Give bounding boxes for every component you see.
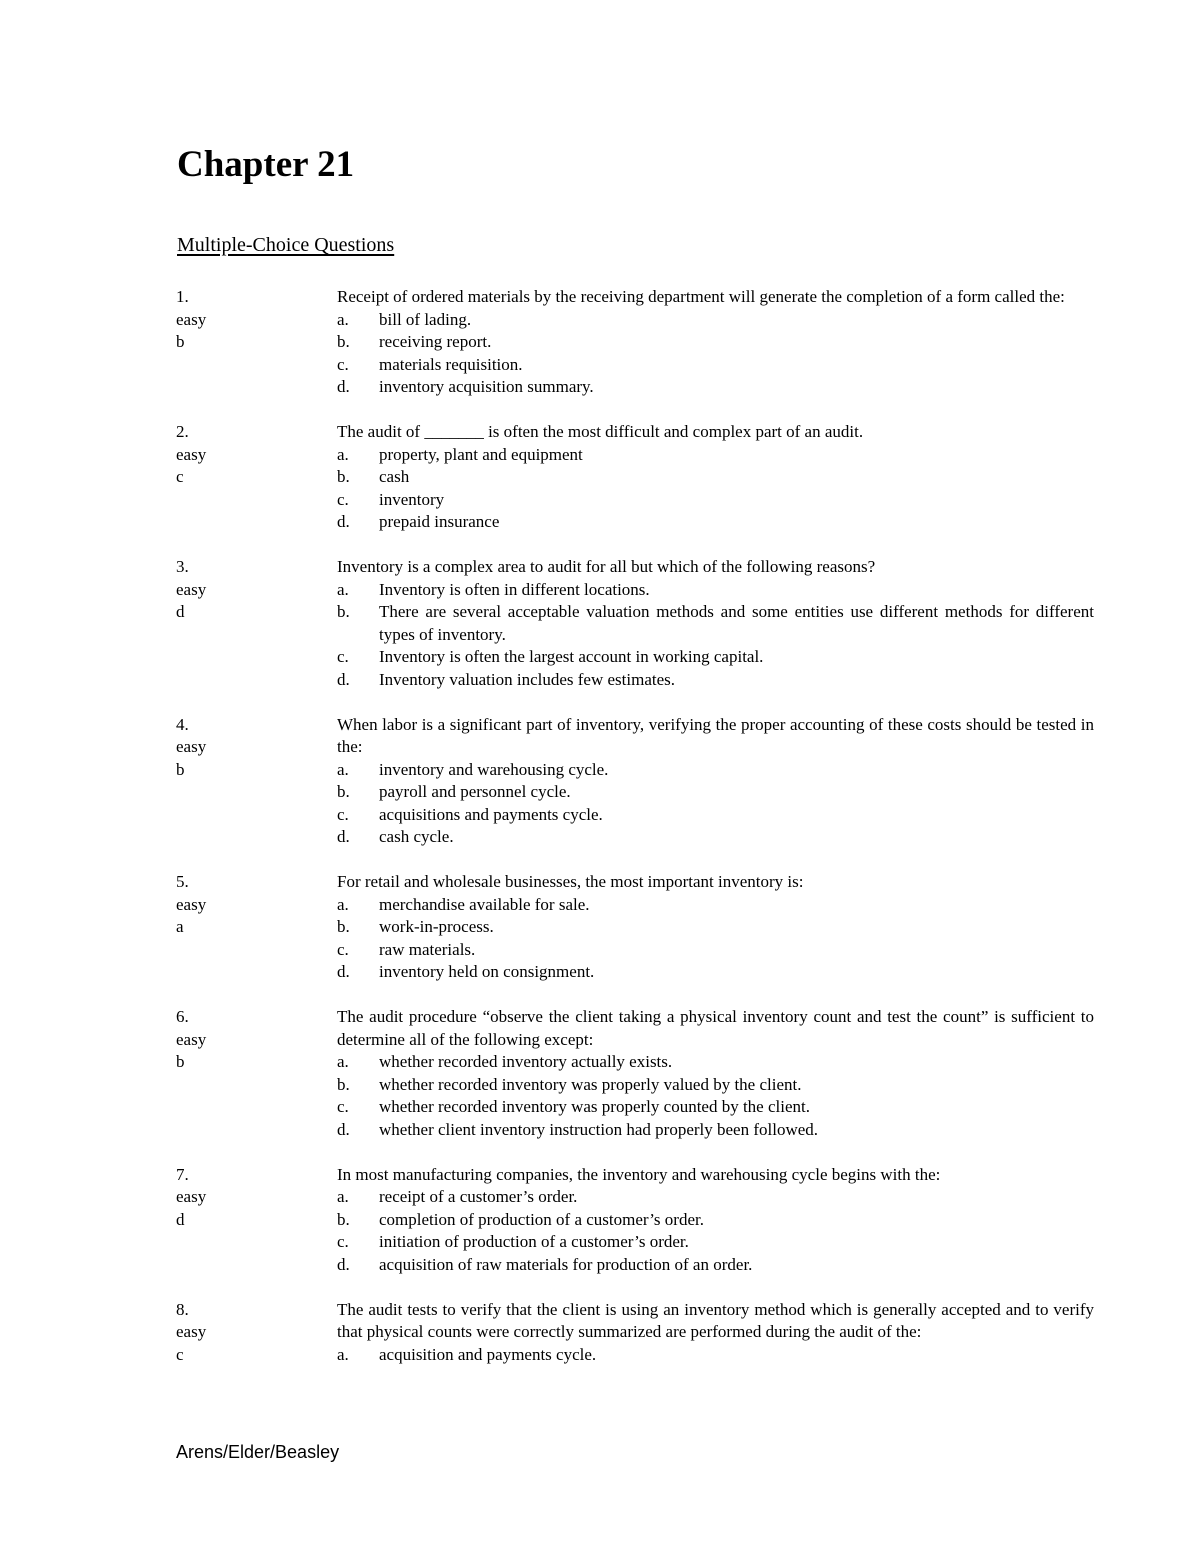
question-stem: The audit of _______ is often the most difficult and complex part of an audit.	[337, 422, 864, 441]
question-item	[0, 1164, 1200, 1277]
choice-letter: d.	[337, 1119, 350, 1139]
question-item	[0, 286, 1200, 399]
question-stem: Receipt of ordered materials by the receiving department will generate the completion of a form called the:	[337, 287, 1065, 306]
page-footer: Arens/Elder/Beasley	[176, 1442, 340, 1462]
choice-text: acquisition of raw materials for production of an order.	[379, 1254, 753, 1274]
question-answer-key: a	[176, 917, 184, 936]
choice-text: receiving report.	[379, 332, 492, 351]
question-number: 1.	[176, 287, 189, 306]
question-meta	[176, 1164, 306, 1232]
question-answer-key: c	[176, 467, 184, 486]
question-meta	[176, 1006, 306, 1074]
choice-text: whether recorded inventory was properly valued by the client.	[379, 1074, 802, 1094]
question-list	[0, 286, 1200, 1389]
choice-letter: d.	[337, 669, 350, 689]
section-heading: Multiple-Choice Questions	[177, 234, 395, 256]
question-stem: When labor is a significant part of inventory, verifying the proper accounting of these costs should be tested in the:	[337, 714, 1094, 756]
choice-letter: a.	[337, 1344, 349, 1364]
choice-letter: a.	[337, 759, 349, 779]
choice-text: raw materials.	[379, 939, 476, 959]
choice-text: receipt of a customer’s order.	[379, 1187, 578, 1206]
answer-choice	[337, 1074, 1094, 1097]
answer-choice	[337, 376, 1094, 399]
answer-choice	[337, 781, 1094, 804]
choice-letter: d.	[337, 512, 350, 531]
question-difficulty: easy	[176, 1322, 207, 1341]
choice-text: cash	[379, 467, 410, 486]
choice-text: work-in-process.	[379, 917, 494, 936]
choice-letter: c.	[337, 1232, 349, 1251]
choice-letter: d.	[337, 827, 350, 846]
question-meta	[176, 1299, 306, 1367]
question-number: 3.	[176, 557, 189, 576]
choice-letter: a.	[337, 444, 349, 464]
answer-choice	[337, 894, 1094, 917]
choice-letter: a.	[337, 309, 349, 329]
question-body	[337, 1299, 1094, 1367]
question-body	[337, 1006, 1094, 1141]
answer-choice	[337, 511, 1094, 534]
answer-choice	[337, 1096, 1094, 1119]
question-number: 5.	[176, 872, 189, 891]
answer-choice	[337, 579, 1094, 602]
answer-choice	[337, 1254, 1094, 1277]
answer-choice	[337, 1231, 1094, 1254]
question-body	[337, 871, 1094, 984]
choice-text: inventory and warehousing cycle.	[379, 759, 609, 779]
answer-choice	[337, 1186, 1094, 1209]
question-answer-key: d	[176, 602, 185, 621]
question-number: 8.	[176, 1299, 189, 1319]
choice-letter: a.	[337, 579, 349, 599]
choice-text: materials requisition.	[379, 354, 523, 374]
answer-choice	[337, 961, 1094, 984]
question-stem: The audit tests to verify that the client is using an inventory method which is generally accepted and to verify that physical counts were correctly summarized are performed during the audit of the:	[337, 1299, 1094, 1341]
choice-text: property, plant and equipment	[379, 444, 583, 464]
choice-letter: b.	[337, 917, 350, 936]
question-body	[337, 421, 1094, 534]
choice-text: There are several acceptable valuation methods and some entities use different methods for different types of inventory.	[379, 602, 1094, 644]
question-item	[0, 1299, 1200, 1367]
answer-choice	[337, 939, 1094, 962]
question-meta	[176, 286, 306, 354]
answer-choice	[337, 601, 1094, 646]
question-answer-key: b	[176, 1052, 185, 1071]
choice-letter: b.	[337, 1209, 350, 1229]
answer-choice	[337, 354, 1094, 377]
question-difficulty: easy	[176, 894, 207, 914]
choice-letter: a.	[337, 1187, 349, 1206]
answer-choice	[337, 1344, 1094, 1367]
answer-choice	[337, 466, 1094, 489]
answer-choice	[337, 1051, 1094, 1074]
choice-letter: a.	[337, 894, 349, 914]
question-answer-key: c	[176, 1344, 184, 1364]
question-stem: Inventory is a complex area to audit for all but which of the following reasons?	[337, 557, 876, 576]
choice-text: cash cycle.	[379, 827, 454, 846]
choice-letter: d.	[337, 377, 350, 396]
question-number: 2.	[176, 422, 189, 441]
answer-choice	[337, 1209, 1094, 1232]
choice-text: whether client inventory instruction had properly been followed.	[379, 1119, 819, 1139]
answer-choice	[337, 916, 1094, 939]
choice-text: completion of production of a customer’s order.	[379, 1209, 704, 1229]
choice-text: merchandise available for sale.	[379, 894, 590, 914]
answer-choice	[337, 489, 1094, 512]
answer-choice	[337, 804, 1094, 827]
choice-text: inventory acquisition summary.	[379, 377, 594, 396]
choice-letter: c.	[337, 489, 349, 509]
question-number: 7.	[176, 1164, 189, 1184]
question-answer-key: b	[176, 759, 185, 779]
answer-choice	[337, 669, 1094, 692]
question-body	[337, 556, 1094, 691]
choice-text: acquisitions and payments cycle.	[379, 804, 603, 824]
choice-letter: d.	[337, 962, 350, 981]
question-item	[0, 556, 1200, 691]
choice-letter: d.	[337, 1254, 350, 1274]
answer-choice	[337, 331, 1094, 354]
question-difficulty: easy	[176, 579, 207, 599]
question-difficulty: easy	[176, 1029, 207, 1049]
question-stem: The audit procedure “observe the client taking a physical inventory count and test the count” is sufficient to determine all of the following except:	[337, 1007, 1094, 1049]
choice-text: Inventory is often in different locations.	[379, 579, 650, 599]
choice-text: inventory	[379, 489, 445, 509]
answer-choice	[337, 444, 1094, 467]
question-meta	[176, 871, 306, 939]
answer-choice	[337, 826, 1094, 849]
choice-letter: c.	[337, 939, 349, 959]
choice-text: payroll and personnel cycle.	[379, 782, 571, 801]
answer-choice	[337, 309, 1094, 332]
choice-letter: b.	[337, 782, 350, 801]
answer-choice	[337, 759, 1094, 782]
question-stem: In most manufacturing companies, the inventory and warehousing cycle begins with the:	[337, 1164, 941, 1184]
choice-letter: b.	[337, 467, 350, 486]
choice-text: bill of lading.	[379, 309, 472, 329]
question-answer-key: b	[176, 332, 185, 351]
question-answer-key: d	[176, 1209, 185, 1229]
choice-text: Inventory is often the largest account in working capital.	[379, 647, 764, 666]
choice-text: Inventory valuation includes few estimates.	[379, 669, 675, 689]
choice-letter: c.	[337, 1097, 349, 1116]
question-body	[337, 714, 1094, 849]
answer-choice	[337, 646, 1094, 669]
choice-letter: a.	[337, 1052, 349, 1071]
choice-text: inventory held on consignment.	[379, 962, 595, 981]
question-difficulty: easy	[176, 737, 207, 756]
choice-text: whether recorded inventory was properly counted by the client.	[379, 1097, 810, 1116]
question-difficulty: easy	[176, 309, 207, 329]
choice-letter: b.	[337, 332, 350, 351]
question-item	[0, 1006, 1200, 1141]
question-item	[0, 871, 1200, 984]
answer-choice	[337, 1119, 1094, 1142]
question-number: 4.	[176, 714, 189, 734]
choice-text: initiation of production of a customer’s order.	[379, 1232, 689, 1251]
choice-text: acquisition and payments cycle.	[379, 1344, 597, 1364]
choice-letter: c.	[337, 804, 349, 824]
question-stem: For retail and wholesale businesses, the most important inventory is:	[337, 872, 804, 891]
choice-text: prepaid insurance	[379, 512, 500, 531]
question-item	[0, 714, 1200, 849]
choice-text: whether recorded inventory actually exists.	[379, 1052, 673, 1071]
chapter-title: Chapter 21	[177, 144, 355, 185]
choice-letter: c.	[337, 647, 349, 666]
choice-letter: b.	[337, 1074, 350, 1094]
question-body	[337, 286, 1094, 399]
choice-letter: b.	[337, 602, 350, 621]
choice-letter: c.	[337, 354, 349, 374]
question-meta	[176, 421, 306, 489]
question-number: 6.	[176, 1007, 189, 1026]
question-meta	[176, 556, 306, 624]
question-item	[0, 421, 1200, 534]
question-body	[337, 1164, 1094, 1277]
question-difficulty: easy	[176, 444, 207, 464]
question-meta	[176, 714, 306, 782]
question-difficulty: easy	[176, 1187, 207, 1206]
